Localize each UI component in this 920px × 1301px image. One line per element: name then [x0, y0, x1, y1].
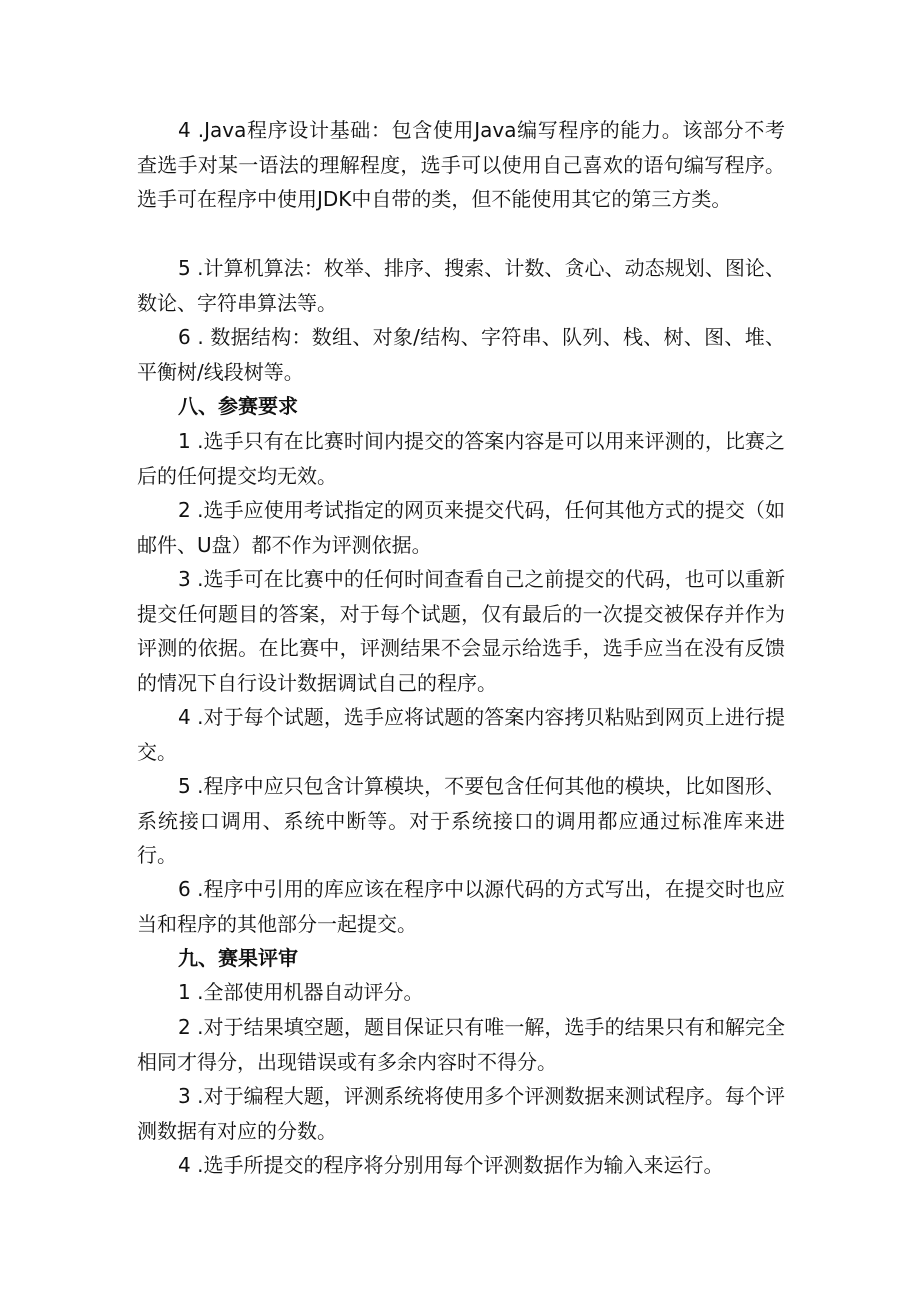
paragraph-data-structures: 6 . 数据结构：数组、对象/结构、字符串、队列、栈、树、图、堆、平衡树/线段树等。 [137, 325, 785, 384]
list-item: 5 .程序中应只包含计算模块，不要包含任何其他的模块，比如图形、系统接口调用、系统中断等。对于系统接口的调用都应通过标准库来进行。 [137, 774, 785, 867]
list-item: 3 .选手可在比赛中的任何时间查看自己之前提交的代码，也可以重新提交任何题目的答案，对于每个试题，仅有最后的一次提交被保存并作为评测的依据。在比赛中，评测结果不会显示给选手，选手应当在没有反馈的情况下自行设计数据调试自己的程序。 [137, 567, 785, 695]
list-item: 3 .对于编程大题，评测系统将使用多个评测数据来测试程序。每个评测数据有对应的分数。 [137, 1084, 785, 1143]
section-heading-judging: 九、赛果评审 [178, 946, 298, 970]
paragraph-algorithms: 5 .计算机算法：枚举、排序、搜索、计数、贪心、动态规划、图论、数论、字符串算法等。 [137, 256, 785, 315]
list-item: 4 .选手所提交的程序将分别用每个评测数据作为输入来运行。 [178, 1153, 724, 1177]
list-item: 6 .程序中引用的库应该在程序中以源代码的方式写出，在提交时也应当和程序的其他部分一起提交。 [137, 877, 785, 936]
list-item: 4 .对于每个试题，选手应将试题的答案内容拷贝粘贴到网页上进行提交。 [137, 705, 785, 764]
paragraph-java-basics: 4 .Java程序设计基础：包含使用Java编写程序的能力。该部分不考查选手对某一语法的理解程度，选手可以使用自己喜欢的语句编写程序。选手可在程序中使用JDK中自带的类，但不能使用其它的第三方类。 [137, 118, 785, 211]
list-item: 1 .选手只有在比赛时间内提交的答案内容是可以用来评测的，比赛之后的任何提交均无效。 [137, 429, 785, 488]
list-item: 2 .对于结果填空题，题目保证只有唯一解，选手的结果只有和解完全相同才得分，出现错误或有多余内容时不得分。 [137, 1015, 785, 1074]
list-item: 1 .全部使用机器自动评分。 [178, 980, 424, 1004]
section-heading-requirements: 八、参赛要求 [178, 394, 298, 418]
list-item: 2 .选手应使用考试指定的网页来提交代码，任何其他方式的提交（如邮件、U盘）都不作为评测依据。 [137, 498, 785, 557]
